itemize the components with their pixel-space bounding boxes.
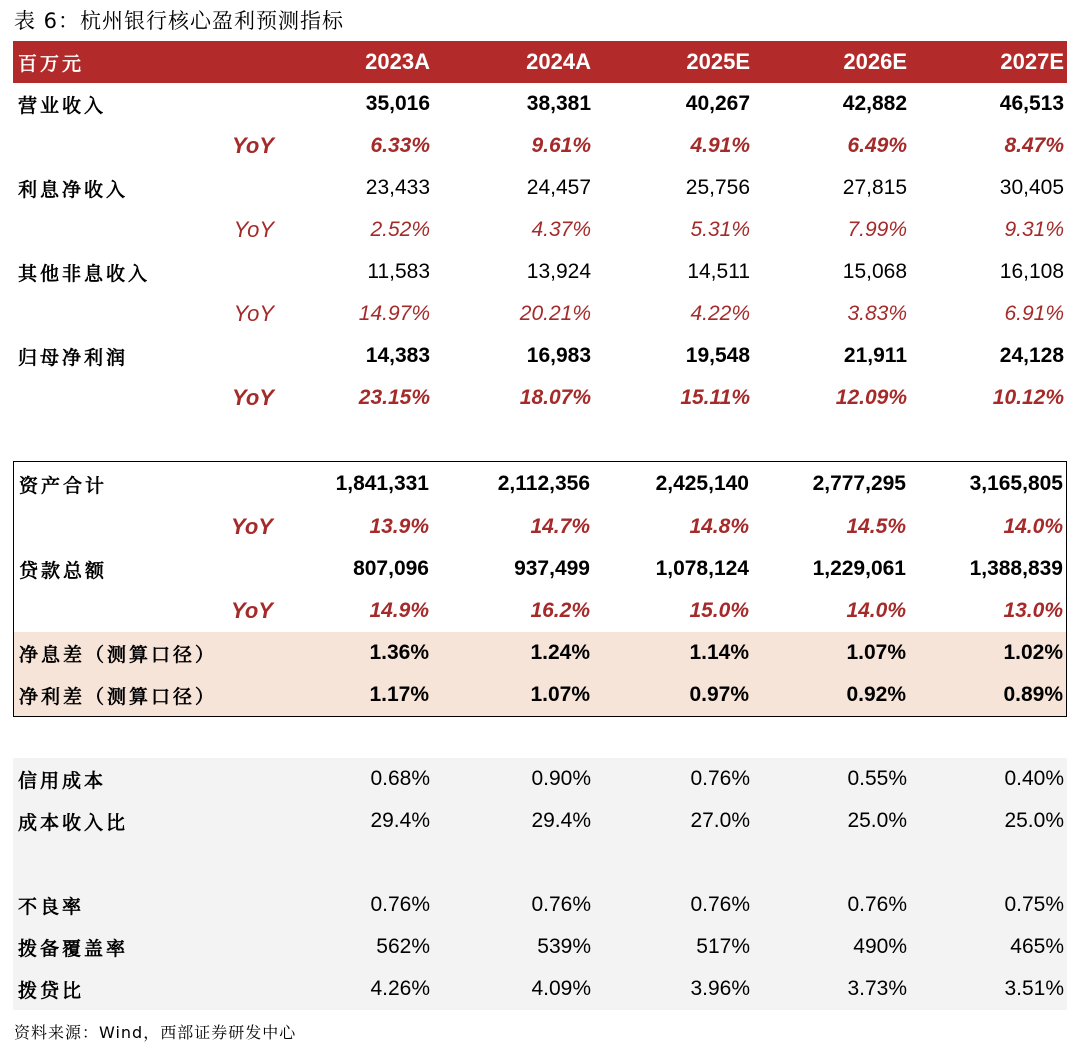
table-cell: 14,511: [687, 260, 750, 283]
table-cell: 0.76%: [847, 893, 907, 916]
table-cell: 15.0%: [689, 599, 749, 622]
table-row-non-ii-yoy: [13, 293, 1067, 335]
yoy-label: YoY: [232, 133, 274, 158]
table-header-row: [13, 41, 1067, 83]
table-cell: 13,924: [526, 260, 591, 283]
table-cell: 3,165,805: [969, 472, 1063, 495]
table-cell: 2.52%: [370, 218, 430, 241]
table-cell: 1.36%: [369, 641, 429, 664]
table-cell: 4.22%: [690, 302, 750, 325]
table-row-cost-income: [13, 800, 1067, 842]
row-label: 营业收入: [18, 94, 107, 117]
table-cell: 0.55%: [847, 767, 907, 790]
table-cell: 9.61%: [531, 134, 591, 157]
table-cell: 7.99%: [847, 218, 907, 241]
table-cell: 14.8%: [689, 515, 749, 538]
row-label: 归母净利润: [18, 346, 129, 369]
table-cell: 4.09%: [531, 977, 591, 1000]
table-row-coverage: [13, 926, 1067, 968]
table-cell: 11,583: [367, 260, 430, 283]
row-label: 资产合计: [19, 474, 108, 497]
table-cell: 25,756: [685, 176, 750, 199]
year-header: 2024A: [526, 49, 591, 74]
table-cell: 20.21%: [519, 302, 591, 325]
table-row-loans-yoy: [14, 590, 1066, 632]
table-cell: 3.51%: [1004, 977, 1064, 1000]
table-cell: 18.07%: [519, 386, 591, 409]
table-cell: 23,433: [365, 176, 430, 199]
table-cell: 40,267: [685, 92, 750, 115]
table-cell: 24,128: [999, 344, 1064, 367]
table-cell: 24,457: [526, 176, 591, 199]
table-cell: 490%: [853, 935, 907, 958]
table-cell: 1,841,331: [335, 472, 429, 495]
table-cell: 15,068: [842, 260, 907, 283]
row-label: 信用成本: [18, 769, 107, 792]
table-caption: 表 6：杭州银行核心盈利预测指标: [14, 9, 345, 33]
table-cell: 19,548: [685, 344, 750, 367]
table-cell: 1.14%: [689, 641, 749, 664]
table-cell: 14.9%: [369, 599, 429, 622]
table-cell: 1,078,124: [655, 557, 749, 580]
balance-sheet-block: [13, 461, 1067, 717]
table-cell: 517%: [696, 935, 750, 958]
row-label: 不良率: [18, 895, 85, 918]
row-spacer: [13, 419, 1067, 461]
table-cell: 5.31%: [690, 218, 750, 241]
table-cell: 12.09%: [835, 386, 907, 409]
year-header: 2025E: [686, 49, 750, 74]
table-cell: 1.17%: [369, 683, 429, 706]
table-cell: 937,499: [514, 557, 590, 580]
table-cell: 29.4%: [370, 809, 430, 832]
table-cell: 46,513: [999, 92, 1064, 115]
table-cell: 13.0%: [1003, 599, 1063, 622]
row-label: 成本收入比: [18, 811, 129, 834]
table-cell: 25.0%: [847, 809, 907, 832]
table-cell: 0.40%: [1004, 767, 1064, 790]
table-cell: 14.5%: [846, 515, 906, 538]
table-cell: 38,381: [526, 92, 591, 115]
row-label: 净息差（测算口径）: [19, 643, 218, 666]
row-label: 净利差（测算口径）: [19, 685, 218, 708]
yoy-label: YoY: [231, 598, 273, 623]
table-cell: 14.0%: [846, 599, 906, 622]
row-label: 其他非息收入: [18, 262, 151, 285]
table-row-non-ii: [13, 251, 1067, 293]
table-cell: 0.92%: [846, 683, 906, 706]
table-cell: 4.91%: [690, 134, 750, 157]
table-cell: 3.96%: [690, 977, 750, 1000]
table-cell: 6.33%: [370, 134, 430, 157]
table-cell: 1.24%: [530, 641, 590, 664]
table-cell: 13.9%: [369, 515, 429, 538]
table-row-spread: [14, 674, 1066, 716]
row-label: 贷款总额: [19, 559, 108, 582]
table-cell: 27.0%: [690, 809, 750, 832]
table-cell: 562%: [376, 935, 430, 958]
year-header: 2026E: [843, 49, 907, 74]
source-note: 资料来源：Wind，西部证券研发中心: [14, 1023, 297, 1042]
year-header: 2027E: [1000, 49, 1064, 74]
table-row-assets: [14, 462, 1066, 506]
yoy-label: YoY: [231, 514, 273, 539]
table-cell: 1.02%: [1003, 641, 1063, 664]
table-cell: 6.49%: [847, 134, 907, 157]
row-spacer: [13, 717, 1067, 758]
table-cell: 0.75%: [1004, 893, 1064, 916]
table-cell: 14.0%: [1003, 515, 1063, 538]
table-row-net-profit-yoy: [13, 377, 1067, 419]
table-cell: 0.76%: [690, 767, 750, 790]
table-cell: 14,383: [365, 344, 430, 367]
table-cell: 35,016: [365, 92, 430, 115]
table-row-loans: [14, 548, 1066, 590]
table-row-revenue-yoy: [13, 125, 1067, 167]
table-cell: 0.76%: [531, 893, 591, 916]
table-cell: 29.4%: [531, 809, 591, 832]
table-cell: 23.15%: [358, 386, 430, 409]
table-row-nii-yoy: [13, 209, 1067, 251]
table-cell: 14.7%: [530, 515, 590, 538]
yoy-label: YoY: [233, 217, 274, 242]
table-cell: 4.26%: [370, 977, 430, 1000]
table-cell: 1.07%: [530, 683, 590, 706]
table-cell: 539%: [537, 935, 591, 958]
row-label: 拨贷比: [18, 979, 85, 1002]
unit-label: 百万元: [18, 52, 85, 75]
table-row-net-profit: [13, 335, 1067, 377]
table-cell: 25.0%: [1004, 809, 1064, 832]
yoy-label: YoY: [232, 385, 274, 410]
table-row-nim: [14, 632, 1066, 674]
table-cell: 1,229,061: [812, 557, 906, 580]
table-cell: 465%: [1010, 935, 1064, 958]
table-cell: 16,983: [526, 344, 591, 367]
row-label: 拨备覆盖率: [18, 937, 129, 960]
table-cell: 1.07%: [846, 641, 906, 664]
table-cell: 6.91%: [1004, 302, 1064, 325]
table-cell: 2,777,295: [812, 472, 906, 495]
table-cell: 16,108: [999, 260, 1064, 283]
table-row-assets-yoy: [14, 506, 1066, 548]
forecast-table: [13, 41, 1067, 1010]
table-cell: 0.68%: [370, 767, 430, 790]
yoy-label: YoY: [233, 301, 274, 326]
table-row-nii: [13, 167, 1067, 209]
table-cell: 0.89%: [1003, 683, 1063, 706]
table-cell: 3.73%: [847, 977, 907, 1000]
table-row-npl: [13, 884, 1067, 926]
table-cell: 3.83%: [847, 302, 907, 325]
table-cell: 27,815: [842, 176, 907, 199]
table-row-revenue: [13, 83, 1067, 125]
table-cell: 0.76%: [690, 893, 750, 916]
row-spacer: [13, 842, 1067, 884]
year-header: 2023A: [365, 49, 430, 74]
table-cell: 2,425,140: [655, 472, 749, 495]
table-cell: 9.31%: [1004, 218, 1064, 241]
table-cell: 4.37%: [531, 218, 591, 241]
table-cell: 10.12%: [992, 386, 1064, 409]
table-cell: 8.47%: [1004, 134, 1064, 157]
table-cell: 0.90%: [531, 767, 591, 790]
table-cell: 21,911: [843, 344, 907, 367]
table-cell: 807,096: [353, 557, 429, 580]
table-cell: 16.2%: [530, 599, 590, 622]
table-cell: 2,112,356: [497, 472, 590, 495]
table-cell: 14.97%: [358, 302, 430, 325]
table-cell: 1,388,839: [969, 557, 1063, 580]
table-cell: 0.76%: [370, 893, 430, 916]
table-cell: 15.11%: [680, 386, 750, 409]
table-cell: 0.97%: [689, 683, 749, 706]
table-cell: 42,882: [842, 92, 907, 115]
table-cell: 30,405: [999, 176, 1064, 199]
table-row-provision-loan: [13, 968, 1067, 1010]
table-row-credit-cost: [13, 758, 1067, 800]
row-label: 利息净收入: [18, 178, 129, 201]
